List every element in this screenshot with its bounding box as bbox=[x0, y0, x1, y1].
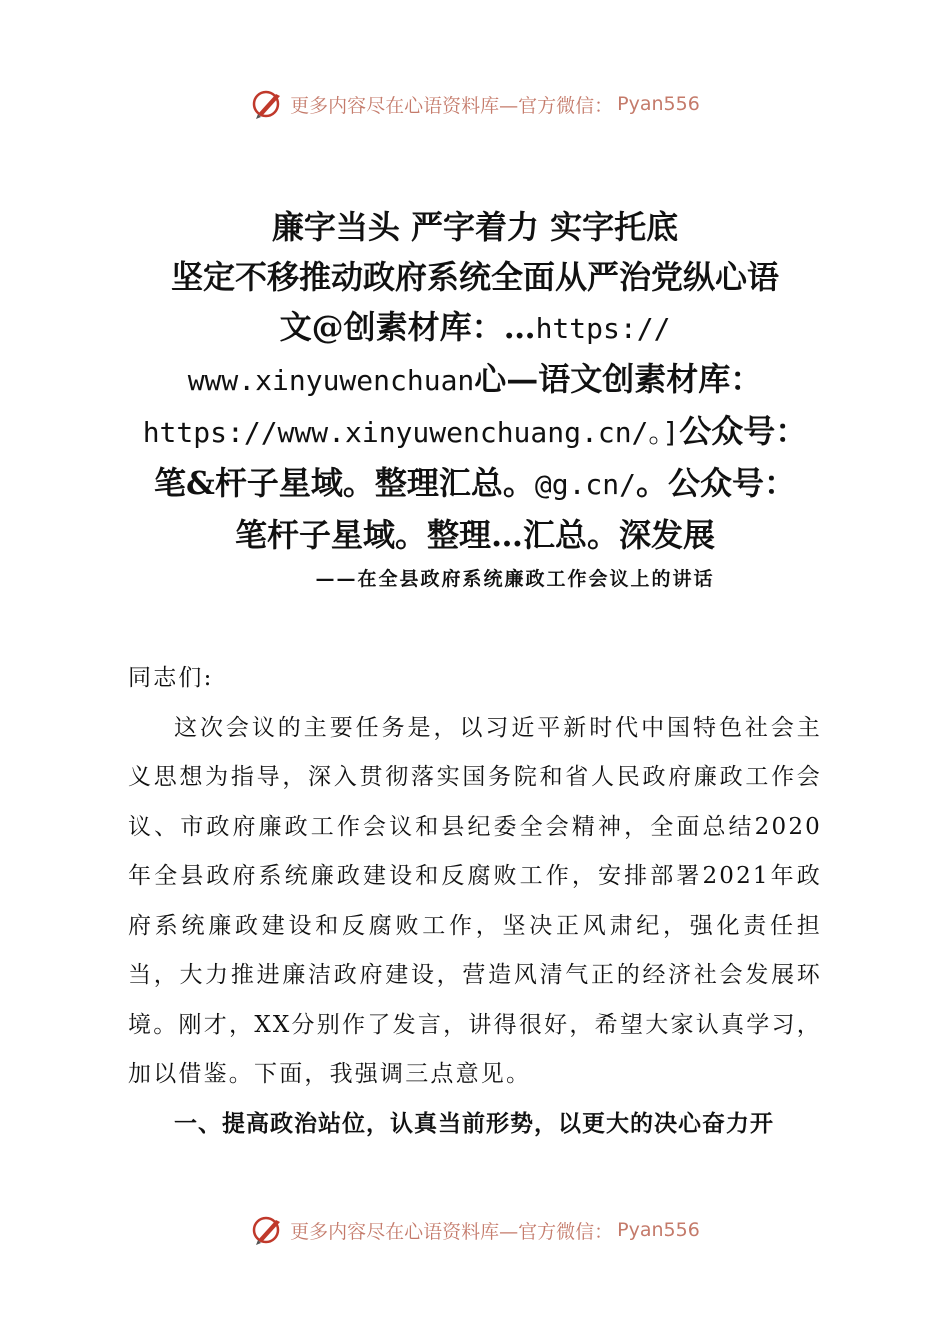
subtitle: ——在全县政府系统廉政工作会议上的讲话 bbox=[315, 568, 715, 590]
title-line-7: 笔杆子星域。整理…汇总。深发展 bbox=[234, 516, 715, 554]
title-line-3 bbox=[0, 302, 950, 354]
title-line-6 bbox=[0, 458, 950, 510]
title-line-5-url: https://www.xinyuwenchuang.cn/。] bbox=[142, 416, 680, 449]
title-line-6-text-b: 。公众号： bbox=[636, 464, 797, 502]
title-line-3-text: 文@创素材库：… bbox=[279, 308, 536, 346]
pen-logo-icon bbox=[250, 86, 286, 122]
pen-logo-icon bbox=[250, 1212, 286, 1248]
greeting: 同志们: bbox=[128, 665, 214, 691]
paragraph-1: 这次会议的主要任务是，以习近平新时代中国特色社会主义思想为指导，深入贯彻落实国务院和省人民政府廉政工作会议、市政府廉政工作会议和县纪委全会精神，全面总结2020年全县政府系统廉政建设和反腐败工作，安排部署2021年政府系统廉政建设和反腐败工作，坚决正风肃纪，强化责任担当，大力推进廉洁政府建设，营造风清气正的经济社会发展环境。刚才，XX分别作了发言，讲得很好，希望大家认真学习，加以借鉴。下面，我强调三点意见。 bbox=[128, 714, 822, 1087]
watermark-text: 更多内容尽在心语资料库—官方微信： bbox=[290, 94, 614, 117]
title-line-1: 廉字当头 严字着力 实字托底 bbox=[271, 208, 679, 246]
title-line-5-text: 公众号： bbox=[679, 412, 808, 450]
header-watermark bbox=[0, 86, 950, 122]
watermark-wechat-id: Pyan556 bbox=[617, 93, 700, 115]
watermark-text: 更多内容尽在心语资料库—官方微信： bbox=[290, 1220, 614, 1243]
title-line-4 bbox=[0, 354, 950, 406]
title-line-5 bbox=[0, 406, 950, 458]
speech-body bbox=[128, 654, 822, 1149]
title-line-4-text: 心—语文创素材库： bbox=[474, 360, 763, 398]
title-line-2: 坚定不移推动政府系统全面从严治党纵心语 bbox=[170, 258, 779, 296]
watermark-wechat-id: Pyan556 bbox=[617, 1219, 700, 1241]
title-line-6-text-a: 笔&杆子星域。整理汇总。 bbox=[153, 464, 535, 502]
document-title bbox=[0, 202, 950, 594]
title-line-4-url: www.xinyuwenchuan bbox=[187, 364, 475, 397]
section-heading-1: 一、提高政治站位，认真当前形势，以更大的决心奋力开 bbox=[174, 1110, 774, 1137]
title-line-3-url: https:// bbox=[535, 312, 671, 345]
footer-watermark bbox=[0, 1212, 950, 1248]
title-line-6-url: @g.cn/ bbox=[534, 468, 637, 501]
